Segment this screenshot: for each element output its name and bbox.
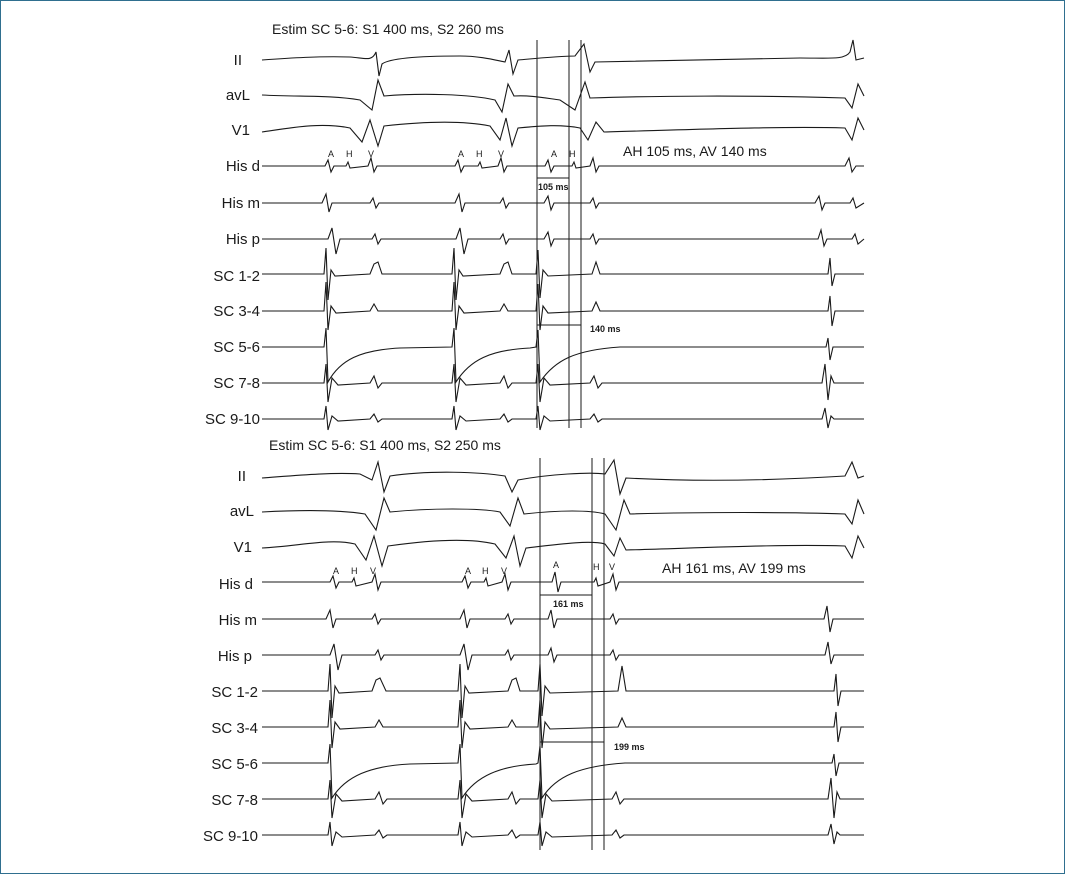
trace-v1 (262, 118, 864, 146)
trace-ii (262, 40, 864, 76)
trace-sc-9-10 (262, 822, 864, 846)
his-marker-a: A (551, 149, 558, 159)
his-marker-v: V (501, 566, 508, 576)
interval-annotation: AH 105 ms, AV 140 ms (623, 143, 767, 159)
av-interval-label: 199 ms (614, 742, 645, 752)
trace-his-d (262, 158, 864, 172)
his-marker-v: V (609, 562, 616, 572)
lead-label-sc-1-2: SC 1-2 (213, 268, 260, 285)
his-marker-v: V (498, 149, 505, 159)
lead-label-his-m: His m (221, 195, 260, 212)
lead-label-his-p: His p (225, 231, 260, 248)
panel-title: Estim SC 5-6: S1 400 ms, S2 260 ms (272, 21, 504, 37)
trace-sc-1-2 (262, 664, 864, 718)
lead-label-his-d: His d (225, 158, 260, 175)
his-marker-h: H (346, 149, 353, 159)
trace-sc-9-10 (262, 406, 864, 430)
his-marker-h: H (569, 149, 576, 159)
lead-label-v1: V1 (233, 539, 252, 556)
lead-label-avl: avL (229, 503, 254, 520)
his-marker-h: H (482, 566, 489, 576)
trace-sc-7-8 (262, 364, 864, 402)
trace-sc-5-6 (262, 744, 864, 798)
ah-interval-label: 161 ms (553, 599, 584, 609)
panel-title: Estim SC 5-6: S1 400 ms, S2 250 ms (269, 437, 501, 453)
his-marker-a: A (465, 566, 472, 576)
his-marker-v: V (370, 566, 377, 576)
lead-label-sc-9-10: SC 9-10 (204, 411, 260, 428)
lead-label-sc-9-10: SC 9-10 (202, 828, 258, 845)
trace-sc-3-4 (262, 700, 864, 748)
his-marker-a: A (328, 149, 335, 159)
av-interval-label: 140 ms (590, 324, 621, 334)
trace-sc-3-4 (262, 282, 864, 330)
lead-label-sc-1-2: SC 1-2 (211, 684, 258, 701)
lead-label-sc-7-8: SC 7-8 (213, 375, 260, 392)
trace-his-m (262, 606, 864, 632)
ah-interval-label: 105 ms (538, 182, 569, 192)
trace-his-p (262, 228, 864, 254)
lead-label-his-p: His p (217, 648, 252, 665)
trace-his-p (262, 642, 864, 670)
his-marker-a: A (553, 560, 560, 570)
trace-ii (262, 460, 864, 494)
his-marker-a: A (333, 566, 340, 576)
lead-label-sc-3-4: SC 3-4 (213, 303, 260, 320)
panel-bottom (203, 437, 864, 850)
his-marker-h: H (476, 149, 483, 159)
his-marker-a: A (458, 149, 465, 159)
lead-label-his-m: His m (218, 612, 257, 629)
trace-avl (262, 80, 864, 112)
trace-avl (262, 498, 864, 530)
his-marker-h: H (351, 566, 358, 576)
lead-label-sc-3-4: SC 3-4 (211, 720, 258, 737)
panel-top (205, 21, 864, 430)
lead-label-sc-7-8: SC 7-8 (211, 792, 258, 809)
trace-sc-7-8 (262, 778, 864, 818)
interval-annotation: AH 161 ms, AV 199 ms (662, 560, 806, 576)
lead-label-his-d: His d (218, 576, 253, 593)
lead-label-sc-5-6: SC 5-6 (211, 756, 258, 773)
his-marker-h: H (593, 562, 600, 572)
lead-label-avl: avL (225, 87, 250, 104)
his-marker-v: V (368, 149, 375, 159)
lead-label-sc-5-6: SC 5-6 (213, 339, 260, 356)
trace-sc-5-6 (262, 328, 864, 382)
lead-label-ii: II (233, 52, 242, 69)
trace-his-m (262, 194, 864, 212)
trace-sc-1-2 (262, 248, 864, 300)
lead-label-ii: II (237, 468, 246, 485)
lead-label-v1: V1 (231, 122, 250, 139)
